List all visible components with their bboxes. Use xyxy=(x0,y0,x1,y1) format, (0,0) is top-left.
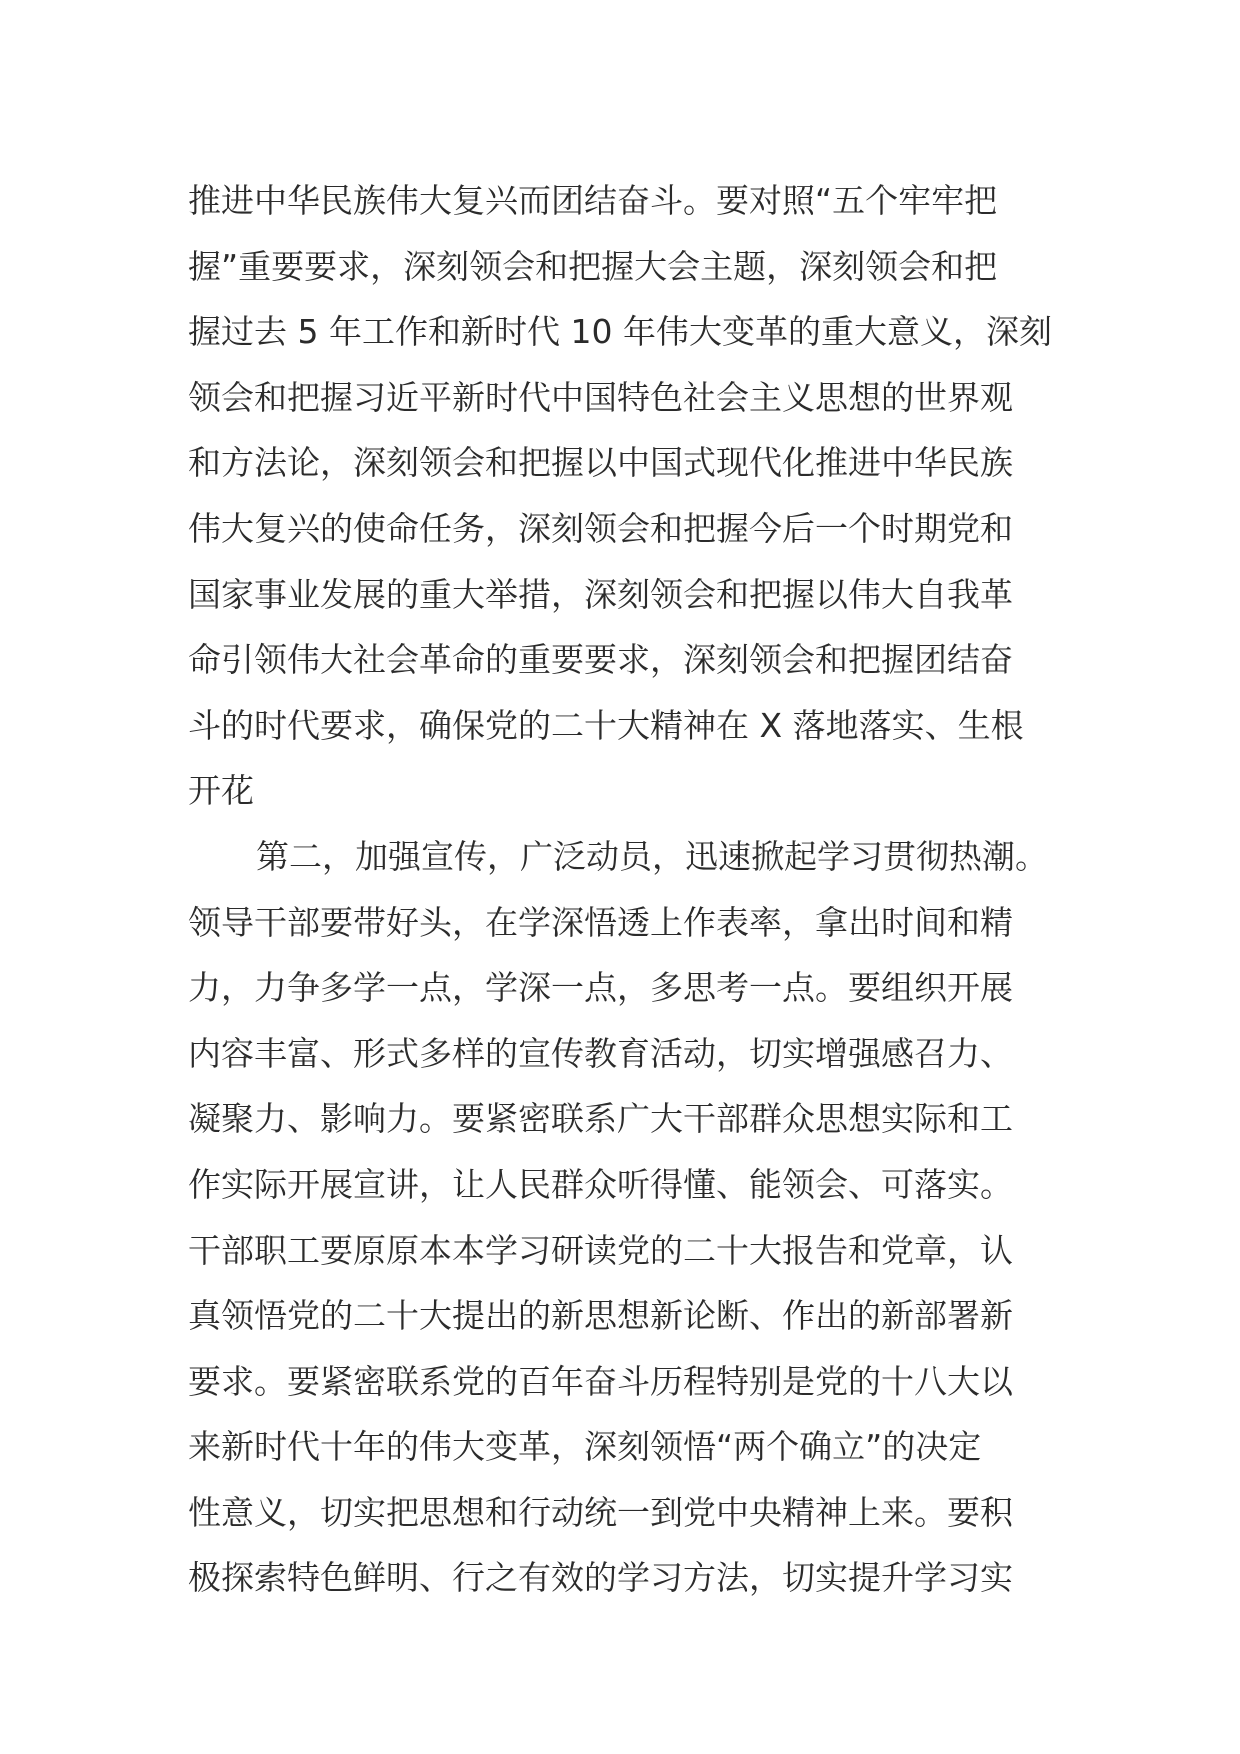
text-line: 来新时代十年的伟大变革，深刻领悟“两个确立”的决定 xyxy=(188,1427,982,1467)
text-line: 内容丰富、形式多样的宣传教育活动，切实增强感召力、 xyxy=(188,1033,1013,1073)
text-line: 力，力争多学一点，学深一点，多思考一点。要组织开展 xyxy=(188,968,1013,1008)
text-line: 干部职工要原原本本学习研读党的二十大报告和党章，认 xyxy=(188,1230,1013,1270)
text-line: 和方法论，深刻领会和把握以中国式现代化推进中华民族 xyxy=(188,443,1013,483)
text-line: 要求。要紧密联系党的百年奋斗历程特别是党的十八大以 xyxy=(188,1361,1013,1401)
text-line: 命引领伟大社会革命的重要要求，深刻领会和把握团结奋 xyxy=(188,640,1013,680)
text-line: 性意义，切实把思想和行动统一到党中央精神上来。要积 xyxy=(188,1492,1013,1532)
text-line: 握”重要要求，深刻领会和把握大会主题，深刻领会和把 xyxy=(188,246,998,286)
text-line: 作实际开展宣讲，让人民群众听得懂、能领会、可落实。 xyxy=(188,1164,1013,1204)
text-line: 开花 xyxy=(188,771,254,811)
text-line: 领导干部要带好头，在学深悟透上作表率，拿出时间和精 xyxy=(188,902,1013,942)
text-line: 推进中华民族伟大复兴而团结奋斗。要对照“五个牢牢把 xyxy=(188,181,998,220)
document-body xyxy=(188,168,1068,1611)
text-line: 领会和把握习近平新时代中国特色社会主义思想的世界观 xyxy=(188,377,1013,417)
text-line: 国家事业发展的重大举措，深刻领会和把握以伟大自我革 xyxy=(188,574,1013,614)
text-line-indented: 第二，加强宣传，广泛动员，迅速掀起学习贯彻热潮。 xyxy=(256,836,1048,876)
paragraph-1 xyxy=(188,168,1068,824)
text-line: 斗的时代要求，确保党的二十大精神在 X 落地落实、生根 xyxy=(188,705,1024,745)
text-line: 伟大复兴的使命任务，深刻领会和把握今后一个时期党和 xyxy=(188,508,1013,548)
paragraph-2 xyxy=(188,824,1068,1611)
text-line: 真领悟党的二十大提出的新思想新论断、作出的新部署新 xyxy=(188,1296,1013,1336)
text-line: 凝聚力、影响力。要紧密联系广大干部群众思想实际和工 xyxy=(188,1099,1013,1139)
text-line: 极探索特色鲜明、行之有效的学习方法，切实提升学习实 xyxy=(188,1558,1013,1598)
text-line: 握过去 5 年工作和新时代 10 年伟大变革的重大意义，深刻 xyxy=(188,312,1052,352)
